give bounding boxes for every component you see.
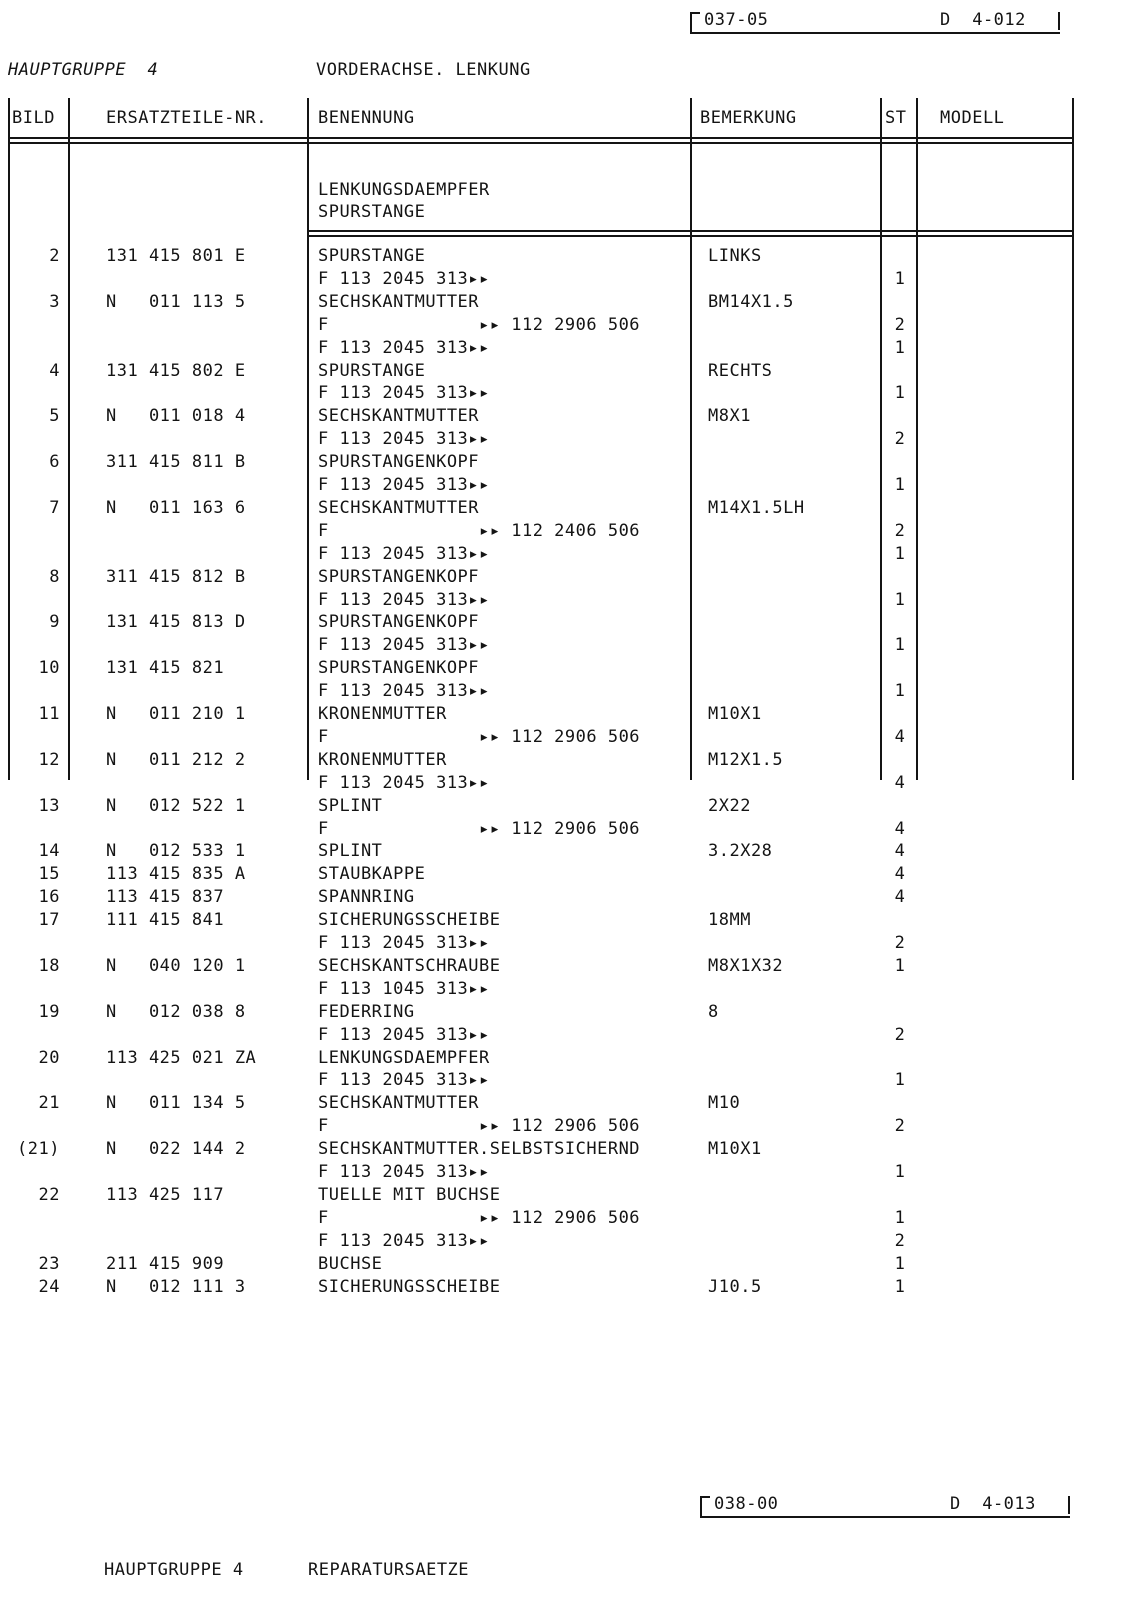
table-row	[0, 1070, 1135, 1092]
section-rule-2	[307, 235, 1074, 237]
row-quantity: 4	[894, 864, 906, 885]
table-row	[0, 452, 1135, 474]
row-bemerkung: 2X22	[708, 795, 751, 816]
row-benennung: F 113 2045 313▸▸	[318, 635, 490, 656]
row-bemerkung: M12X1.5	[708, 749, 784, 770]
table-row	[0, 841, 1135, 863]
row-benennung: FEDERRING	[318, 1001, 415, 1022]
table-row	[0, 544, 1135, 566]
ref-left-code: 037-05	[704, 10, 769, 30]
row-benennung: F 113 2045 313▸▸	[318, 589, 490, 610]
row-bemerkung: RECHTS	[708, 360, 773, 381]
header-rule-2	[8, 142, 1074, 144]
row-bild: 5	[49, 406, 60, 427]
row-benennung: SPURSTANGENKOPF	[318, 566, 480, 587]
table-row	[0, 1162, 1135, 1184]
row-benennung: F 113 2045 313▸▸	[318, 475, 490, 495]
row-bild: 10	[38, 658, 60, 679]
row-benennung: F ▸▸ 112 2906 506	[318, 726, 641, 747]
table-row	[0, 796, 1135, 818]
ref-right-code: D 4-013	[950, 1494, 1036, 1514]
row-part-number: 113 415 837	[106, 887, 225, 908]
row-part-number: N 040 120 1	[106, 955, 246, 976]
row-quantity: 2	[894, 520, 906, 541]
row-part-number: 113 425 117	[106, 1184, 225, 1205]
row-quantity: 1	[894, 1070, 906, 1091]
row-part-number: 131 415 801 E	[106, 246, 246, 266]
row-benennung: F 113 2045 313▸▸	[318, 1070, 490, 1091]
row-bild: 2	[49, 246, 60, 266]
bracket-left-icon	[700, 1496, 710, 1516]
row-part-number: N 012 522 1	[106, 795, 246, 816]
row-bild: 16	[38, 887, 60, 908]
table-row	[0, 1116, 1135, 1138]
table-row	[0, 315, 1135, 337]
row-benennung: SICHERUNGSSCHEIBE	[318, 1276, 501, 1297]
row-quantity: 4	[894, 818, 906, 839]
table-row	[0, 1208, 1135, 1230]
row-part-number: N 011 212 2	[106, 749, 246, 770]
row-quantity: 1	[894, 1276, 906, 1297]
row-quantity: 4	[894, 726, 906, 747]
row-quantity: 1	[894, 955, 906, 976]
row-quantity: 4	[894, 841, 906, 862]
col-header-modell: MODELL	[940, 108, 1005, 128]
row-benennung: STAUBKAPPE	[318, 864, 426, 885]
row-quantity: 2	[894, 1116, 906, 1137]
row-part-number: N 011 018 4	[106, 406, 246, 427]
row-benennung: F 113 2045 313▸▸	[318, 268, 490, 289]
row-quantity: 2	[894, 933, 906, 953]
row-benennung: SPURSTANGENKOPF	[318, 612, 480, 633]
row-bild: (21)	[17, 1139, 60, 1160]
row-bemerkung: 3.2X28	[708, 841, 773, 862]
row-benennung: SPURSTANGENKOPF	[318, 658, 480, 679]
row-benennung: F ▸▸ 112 2906 506	[318, 1207, 641, 1228]
table-row	[0, 1231, 1135, 1253]
page-reference-bottom	[700, 1494, 1070, 1518]
row-benennung: SPANNRING	[318, 887, 415, 908]
table-row	[0, 338, 1135, 360]
table-row	[0, 727, 1135, 749]
table-row	[0, 704, 1135, 726]
row-benennung: F 113 2045 313▸▸	[318, 383, 490, 404]
row-bemerkung: 18MM	[708, 910, 751, 931]
row-bild: 14	[38, 841, 60, 862]
section-rule-1	[307, 230, 1074, 232]
row-part-number: N 012 111 3	[106, 1276, 246, 1297]
table-row	[0, 429, 1135, 451]
col-header-nr: ERSATZTEILE-NR.	[106, 108, 268, 128]
row-bemerkung: M10X1	[708, 704, 762, 724]
row-bemerkung: M14X1.5LH	[708, 497, 805, 518]
row-bild: 12	[38, 749, 60, 770]
row-bemerkung: 8	[708, 1001, 719, 1022]
row-part-number: 113 425 021 ZA	[106, 1047, 257, 1068]
row-benennung: F ▸▸ 112 2406 506	[318, 520, 641, 541]
row-benennung: F 113 2045 313▸▸	[318, 772, 490, 793]
row-quantity: 2	[894, 429, 906, 450]
table-row	[0, 910, 1135, 932]
row-bild: 4	[49, 360, 60, 381]
row-bemerkung: LINKS	[708, 246, 762, 266]
row-part-number: N 011 113 5	[106, 291, 246, 312]
row-part-number: 311 415 812 B	[106, 566, 246, 587]
col-header-bild: BILD	[12, 108, 55, 128]
row-benennung: F ▸▸ 112 2906 506	[318, 314, 641, 335]
row-bild: 6	[49, 452, 60, 473]
table-row	[0, 635, 1135, 657]
section-title-2: SPURSTANGE	[318, 202, 426, 222]
bracket-right-icon	[1060, 1496, 1070, 1514]
row-part-number: 131 415 821	[106, 658, 225, 679]
table-row	[0, 1048, 1135, 1070]
next-group-label: HAUPTGRUPPE 4	[104, 1560, 244, 1580]
row-benennung: F ▸▸ 112 2906 506	[318, 1116, 641, 1137]
table-row	[0, 979, 1135, 1001]
table-row	[0, 498, 1135, 520]
row-bemerkung: BM14X1.5	[708, 291, 794, 312]
row-quantity: 1	[894, 268, 906, 289]
row-benennung: KRONENMUTTER	[318, 749, 447, 770]
row-benennung: F 113 1045 313▸▸	[318, 978, 490, 999]
row-part-number: 211 415 909	[106, 1253, 225, 1274]
table-row	[0, 1025, 1135, 1047]
row-bild: 22	[38, 1184, 60, 1205]
table-row	[0, 361, 1135, 383]
row-benennung: SICHERUNGSSCHEIBE	[318, 910, 501, 931]
row-benennung: SPLINT	[318, 795, 383, 816]
row-quantity: 2	[894, 1230, 906, 1251]
table-row	[0, 567, 1135, 589]
row-benennung: F 113 2045 313▸▸	[318, 1024, 490, 1045]
row-part-number: N 022 144 2	[106, 1139, 246, 1160]
row-bild: 19	[38, 1001, 60, 1022]
table-row	[0, 750, 1135, 772]
col-header-benennung: BENENNUNG	[318, 108, 415, 128]
row-part-number: N 012 038 8	[106, 1001, 246, 1022]
table-row	[0, 1139, 1135, 1161]
table-row	[0, 864, 1135, 886]
row-benennung: F ▸▸ 112 2906 506	[318, 818, 641, 839]
row-bemerkung: M10X1	[708, 1139, 762, 1160]
row-benennung: SECHSKANTMUTTER	[318, 497, 480, 518]
section-title-1: LENKUNGSDAEMPFER	[318, 180, 490, 200]
row-part-number: 113 415 835 A	[106, 864, 246, 885]
row-part-number: N 011 210 1	[106, 704, 246, 724]
table-row	[0, 1185, 1135, 1207]
row-part-number: 131 415 813 D	[106, 612, 246, 633]
row-benennung: F 113 2045 313▸▸	[318, 933, 490, 953]
row-benennung: F 113 2045 313▸▸	[318, 1162, 490, 1182]
row-quantity: 1	[894, 543, 906, 564]
col-header-bemerkung: BEMERKUNG	[700, 108, 797, 128]
table-row	[0, 658, 1135, 680]
row-bild: 21	[38, 1093, 60, 1114]
table-row	[0, 956, 1135, 978]
table-row	[0, 292, 1135, 314]
table-row	[0, 1002, 1135, 1024]
row-benennung: SPURSTANGE	[318, 360, 426, 381]
row-bild: 20	[38, 1047, 60, 1068]
row-benennung: TUELLE MIT BUCHSE	[318, 1184, 501, 1205]
row-benennung: LENKUNGSDAEMPFER	[318, 1047, 490, 1068]
row-quantity: 1	[894, 681, 906, 702]
ref-left-code: 038-00	[714, 1494, 779, 1514]
row-quantity: 4	[894, 887, 906, 908]
row-quantity: 1	[894, 1162, 906, 1182]
row-bild: 11	[38, 704, 60, 724]
row-part-number: 111 415 841	[106, 910, 225, 931]
table-row	[0, 521, 1135, 543]
row-benennung: SECHSKANTMUTTER	[318, 406, 480, 427]
row-bild: 17	[38, 910, 60, 931]
row-benennung: KRONENMUTTER	[318, 704, 447, 724]
row-part-number: N 012 533 1	[106, 841, 246, 862]
table-row	[0, 681, 1135, 703]
table-row	[0, 1277, 1135, 1299]
row-bemerkung: M8X1	[708, 406, 751, 427]
ref-right-code: D 4-012	[940, 10, 1026, 30]
row-quantity: 2	[894, 1024, 906, 1045]
row-benennung: SECHSKANTSCHRAUBE	[318, 955, 501, 976]
table-row	[0, 590, 1135, 612]
row-bemerkung: M10	[708, 1093, 741, 1114]
group-label: HAUPTGRUPPE 4	[8, 60, 159, 80]
row-bild: 15	[38, 864, 60, 885]
row-bemerkung: M8X1X32	[708, 955, 784, 976]
row-bild: 18	[38, 955, 60, 976]
table-row	[0, 933, 1135, 955]
table-row	[0, 612, 1135, 634]
group-title: VORDERACHSE. LENKUNG	[316, 60, 531, 80]
row-benennung: F 113 2045 313▸▸	[318, 543, 490, 564]
row-benennung: F 113 2045 313▸▸	[318, 429, 490, 450]
row-bild: 24	[38, 1276, 60, 1297]
row-benennung: F 113 2045 313▸▸	[318, 681, 490, 702]
table-row	[0, 269, 1135, 291]
row-benennung: F 113 2045 313▸▸	[318, 337, 490, 358]
row-part-number: N 011 163 6	[106, 497, 246, 518]
row-part-number: 131 415 802 E	[106, 360, 246, 381]
row-bild: 13	[38, 795, 60, 816]
table-row	[0, 1093, 1135, 1115]
row-benennung: SECHSKANTMUTTER.SELBSTSICHERND	[318, 1139, 641, 1160]
row-bild: 7	[49, 497, 60, 518]
row-benennung: F 113 2045 313▸▸	[318, 1230, 490, 1251]
table-row	[0, 819, 1135, 841]
table-row	[0, 406, 1135, 428]
row-benennung: SECHSKANTMUTTER	[318, 1093, 480, 1114]
col-header-st: ST	[885, 108, 907, 128]
table-row	[0, 246, 1135, 268]
table-row	[0, 383, 1135, 405]
row-bild: 9	[49, 612, 60, 633]
table-row	[0, 887, 1135, 909]
row-bemerkung: J10.5	[708, 1276, 762, 1297]
row-benennung: SPURSTANGENKOPF	[318, 452, 480, 473]
row-quantity: 1	[894, 1207, 906, 1228]
row-quantity: 1	[894, 337, 906, 358]
row-part-number: N 011 134 5	[106, 1093, 246, 1114]
row-part-number: 311 415 811 B	[106, 452, 246, 473]
row-quantity: 2	[894, 314, 906, 335]
row-benennung: SECHSKANTMUTTER	[318, 291, 480, 312]
row-benennung: SPLINT	[318, 841, 383, 862]
header-rule-1	[8, 137, 1074, 139]
row-benennung: SPURSTANGE	[318, 246, 426, 266]
row-bild: 3	[49, 291, 60, 312]
row-benennung: BUCHSE	[318, 1253, 383, 1274]
table-row	[0, 773, 1135, 795]
row-quantity: 1	[894, 475, 906, 495]
row-bild: 23	[38, 1253, 60, 1274]
table-row	[0, 1254, 1135, 1276]
row-quantity: 1	[894, 1253, 906, 1274]
next-group-title: REPARATURSAETZE	[308, 1560, 470, 1580]
row-quantity: 1	[894, 383, 906, 404]
row-quantity: 1	[894, 589, 906, 610]
row-quantity: 1	[894, 635, 906, 656]
row-bild: 8	[49, 566, 60, 587]
table-row	[0, 475, 1135, 497]
row-quantity: 4	[894, 772, 906, 793]
